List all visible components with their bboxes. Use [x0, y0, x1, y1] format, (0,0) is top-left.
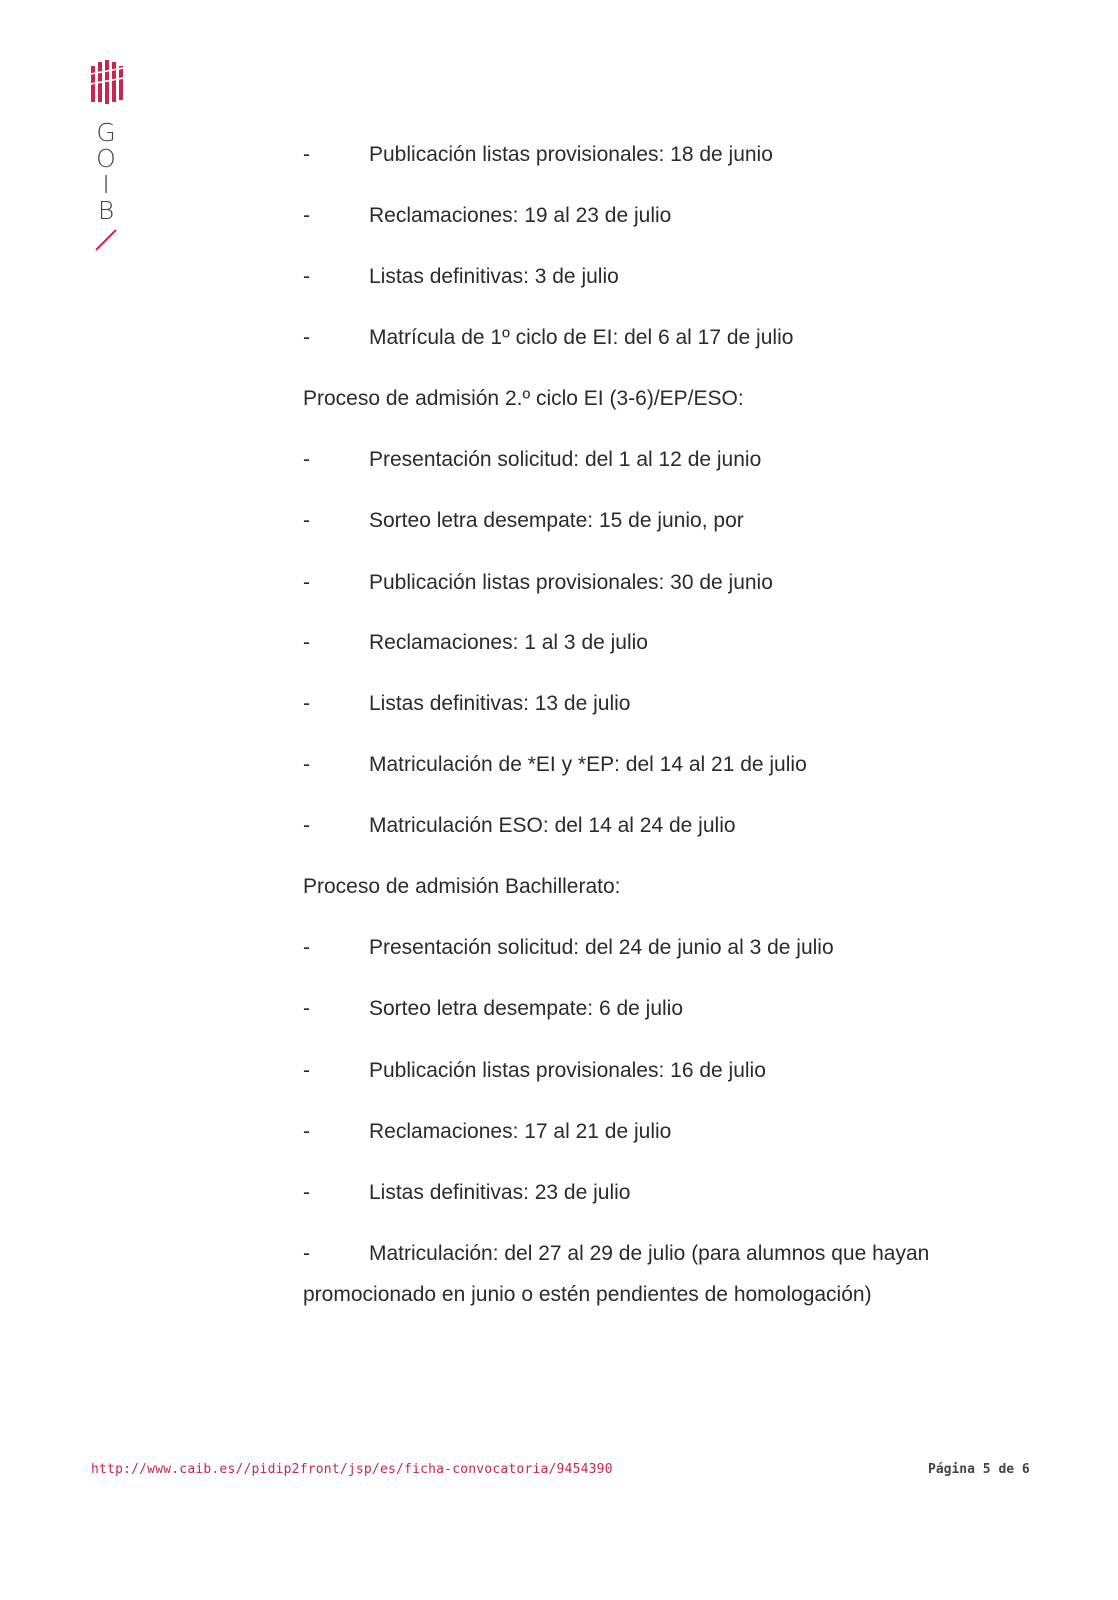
list-item-text: Reclamaciones: 17 al 21 de julio	[369, 1120, 672, 1143]
goib-logo	[88, 60, 128, 260]
goib-wordmark	[88, 120, 124, 224]
page-number: Página 5 de 6	[928, 1462, 1030, 1477]
logo-letter: O	[96, 144, 116, 173]
list-item-text: Matriculación de *EI y *EP: del 14 al 21 de julio	[369, 753, 807, 776]
list-item-text: Listas definitivas: 3 de julio	[369, 265, 619, 288]
logo-letter: G	[96, 118, 116, 147]
list-item-text: Listas definitivas: 23 de julio	[369, 1181, 631, 1204]
list-dash: -	[303, 204, 310, 227]
list-dash: -	[303, 631, 310, 654]
list-dash: -	[303, 1181, 310, 1204]
list-item-text: Publicación listas provisionales: 30 de junio	[369, 571, 773, 594]
list-item-text: Listas definitivas: 13 de julio	[369, 692, 631, 715]
list-dash: -	[303, 326, 310, 349]
list-item-text: Sorteo letra desempate: 15 de junio, por	[369, 509, 744, 532]
list-dash: -	[303, 1120, 310, 1143]
list-dash: -	[303, 692, 310, 715]
logo-slash-icon	[94, 228, 118, 252]
list-item-text: Matriculación: del 27 al 29 de julio (para alumnos que hayan	[369, 1242, 930, 1265]
list-item-text: Publicación listas provisionales: 18 de junio	[369, 143, 773, 166]
list-item-text: Publicación listas provisionales: 16 de julio	[369, 1059, 766, 1082]
section-heading: Proceso de admisión 2.º ciclo EI (3-6)/EP/ESO:	[303, 387, 744, 410]
list-dash: -	[303, 509, 310, 532]
logo-letter: I	[102, 170, 110, 199]
list-dash: -	[303, 265, 310, 288]
list-dash: -	[303, 571, 310, 594]
list-dash: -	[303, 814, 310, 837]
list-item-text: Matrícula de 1º ciclo de EI: del 6 al 17 de julio	[369, 326, 794, 349]
list-item-text: Matriculación ESO: del 14 al 24 de julio	[369, 814, 736, 837]
footer-url-link[interactable]: http://www.caib.es//pidip2front/jsp/es/ficha-convocatoria/9454390	[91, 1462, 613, 1477]
list-dash: -	[303, 936, 310, 959]
list-item-text: Presentación solicitud: del 24 de junio al 3 de julio	[369, 936, 834, 959]
list-dash: -	[303, 1059, 310, 1082]
list-dash: -	[303, 997, 310, 1020]
list-item-text: Reclamaciones: 1 al 3 de julio	[369, 631, 648, 654]
goib-bars-icon	[91, 60, 123, 106]
section-heading: Proceso de admisión Bachillerato:	[303, 875, 621, 898]
list-item-text: Reclamaciones: 19 al 23 de julio	[369, 204, 672, 227]
list-dash: -	[303, 143, 310, 166]
list-item-text: Presentación solicitud: del 1 al 12 de junio	[369, 448, 762, 471]
logo-letter: B	[97, 196, 115, 225]
list-item-continuation: promocionado en junio o estén pendientes de homologación)	[303, 1283, 872, 1306]
list-dash: -	[303, 1242, 310, 1265]
list-dash: -	[303, 448, 310, 471]
list-item-text: Sorteo letra desempate: 6 de julio	[369, 997, 684, 1020]
list-dash: -	[303, 753, 310, 776]
